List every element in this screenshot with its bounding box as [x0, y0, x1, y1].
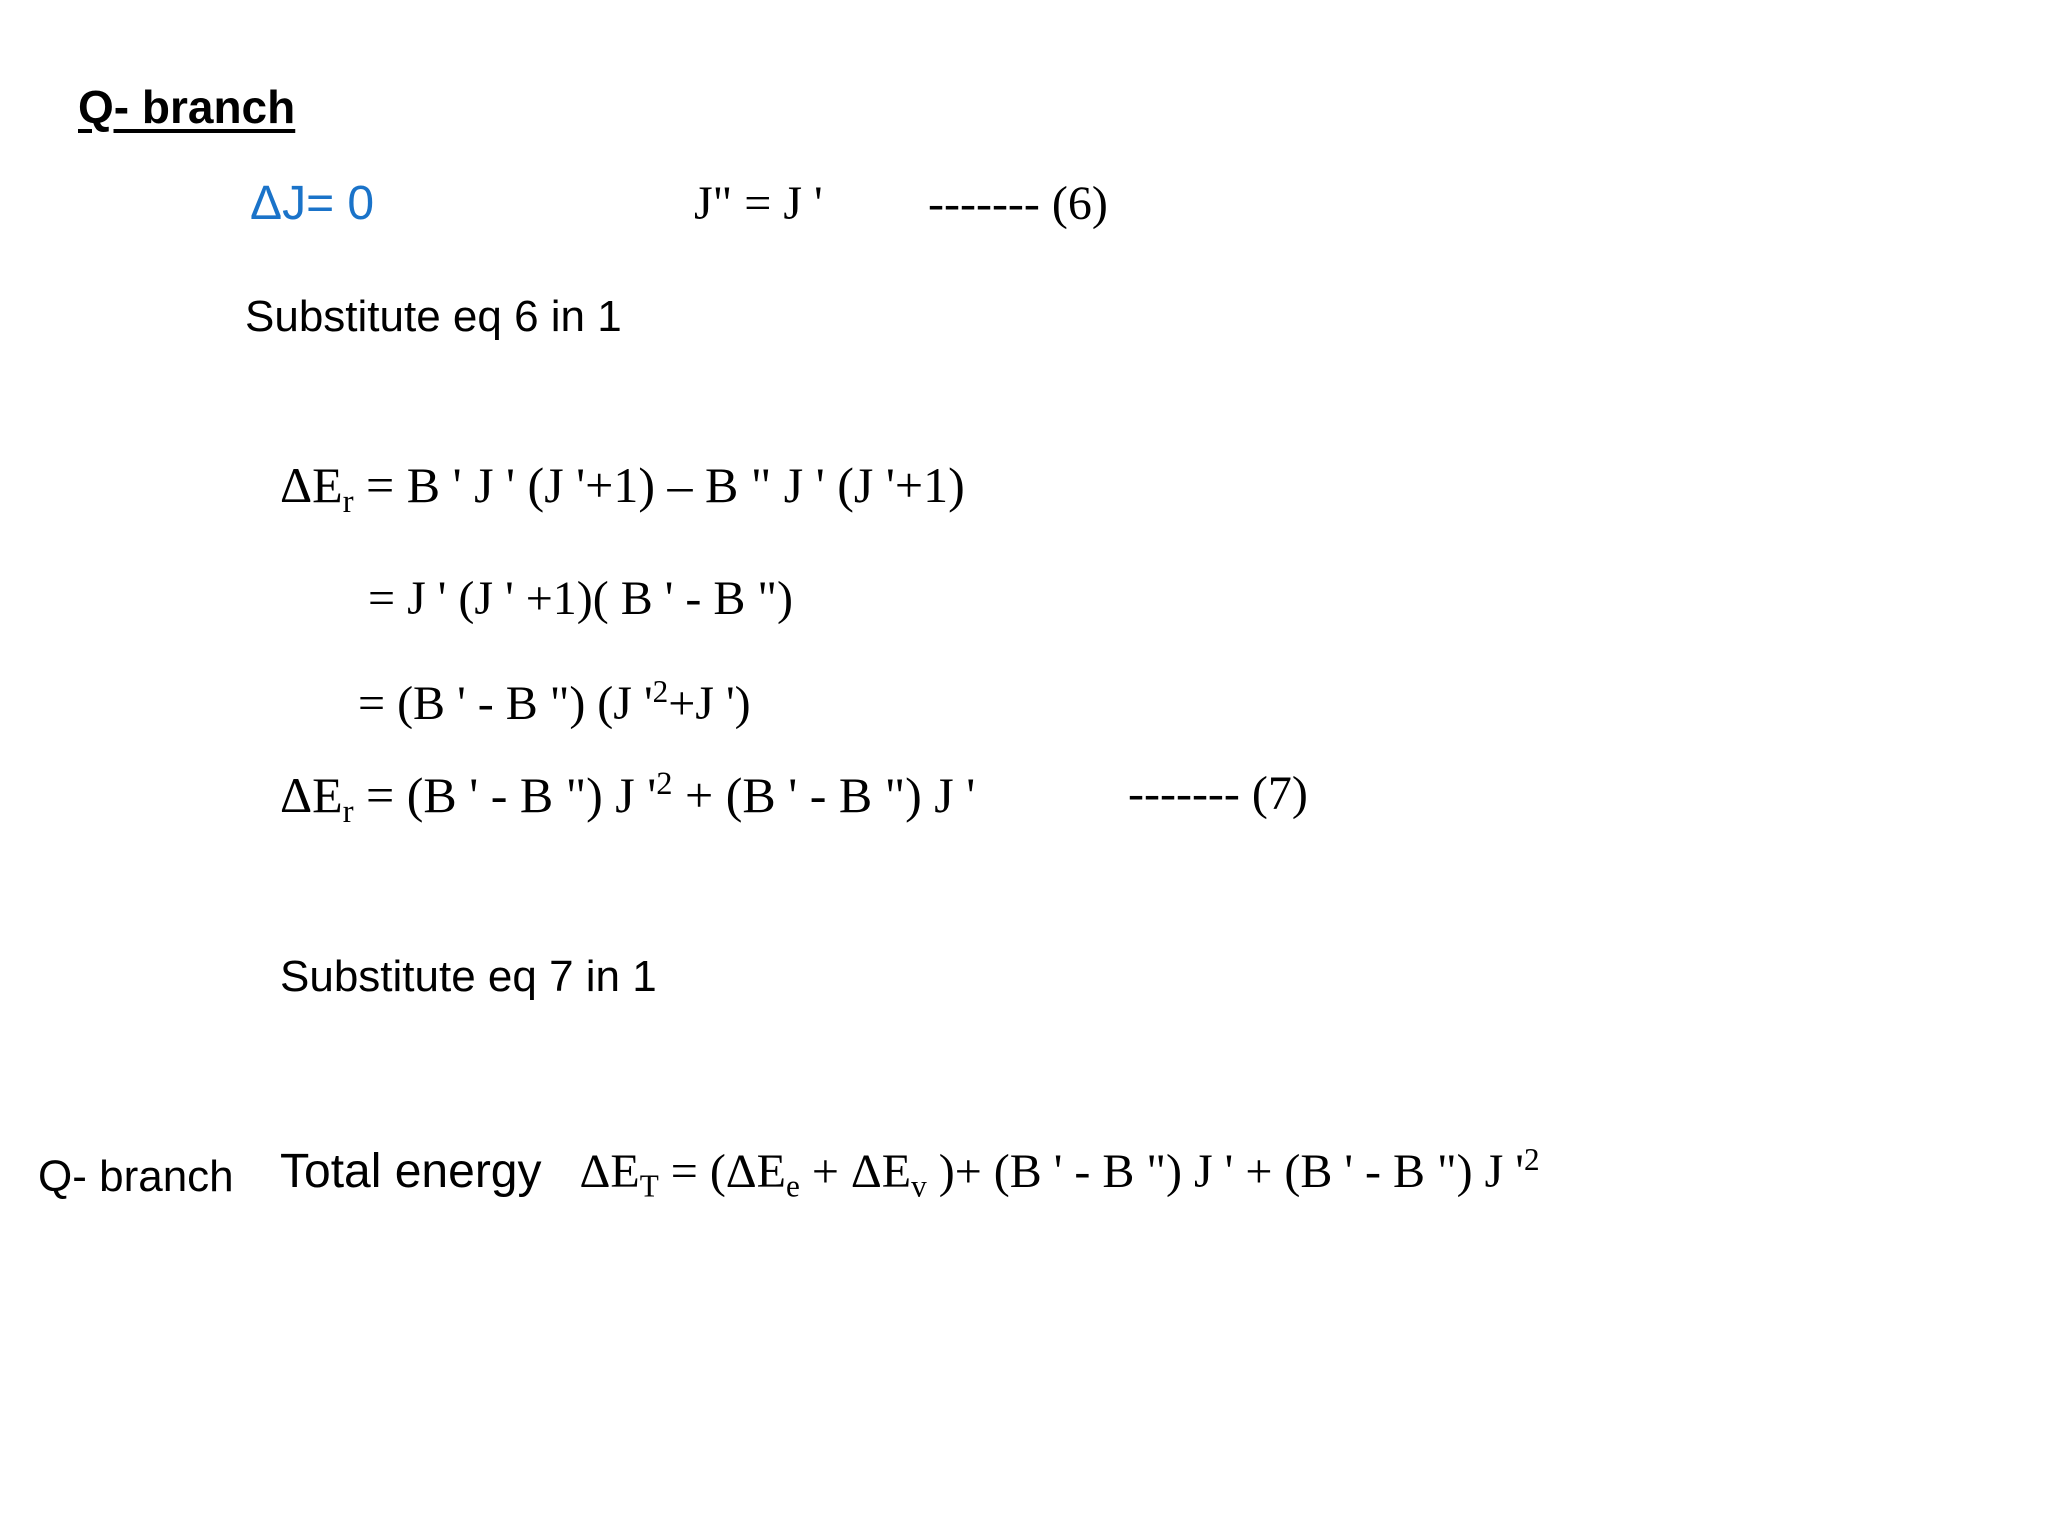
equation-line-3	[358, 673, 751, 730]
section-title: Q- branch	[78, 81, 296, 133]
equation-6-marker: ------- (6)	[928, 177, 1108, 230]
total-energy-label: Total energy	[280, 1145, 542, 1198]
q-branch-label: Q- branch	[38, 1152, 234, 1201]
total-energy-equation	[280, 1141, 1540, 1204]
equation-line-4	[280, 766, 976, 830]
line4-part2: + (B ' - B ") J '	[672, 767, 976, 823]
total-rest: )+ (B ' - B ") J ' + (B ' - B ") J '	[926, 1145, 1524, 1198]
total-open: = (ΔE	[658, 1145, 786, 1198]
total-plus: + ΔE	[799, 1145, 912, 1198]
substitute-instruction-2: Substitute eq 7 in 1	[280, 952, 657, 1001]
delta-e-symbol: ΔE	[280, 457, 343, 513]
total-exponent: 2	[1523, 1141, 1540, 1177]
selection-rule: ΔJ= 0	[250, 177, 375, 230]
line3-exponent: 2	[652, 673, 669, 709]
j-relation: J" = J '	[694, 177, 823, 230]
delta-e-total: ΔE	[579, 1145, 640, 1198]
vibrational-subscript: v	[911, 1168, 927, 1204]
electronic-subscript: e	[786, 1168, 800, 1204]
equation-7-marker: ------- (7)	[1128, 767, 1308, 820]
line4-part1: = (B ' - B ") J '	[353, 767, 657, 823]
line3-part2: +J ')	[668, 677, 751, 730]
line3-part1: = (B ' - B ") (J '	[358, 677, 653, 730]
line1-rhs: = B ' J ' (J '+1) – B " J ' (J '+1)	[353, 457, 965, 513]
rotational-subscript: r	[342, 483, 354, 520]
rotational-subscript: r	[342, 793, 354, 830]
total-subscript: T	[639, 1168, 659, 1204]
equation-line-1	[280, 457, 965, 520]
substitute-instruction-1: Substitute eq 6 in 1	[245, 292, 622, 341]
line4-exponent: 2	[656, 766, 673, 803]
equation-line-2: = J ' (J ' +1)( B ' - B ")	[368, 572, 793, 625]
delta-e-symbol: ΔE	[280, 767, 343, 823]
